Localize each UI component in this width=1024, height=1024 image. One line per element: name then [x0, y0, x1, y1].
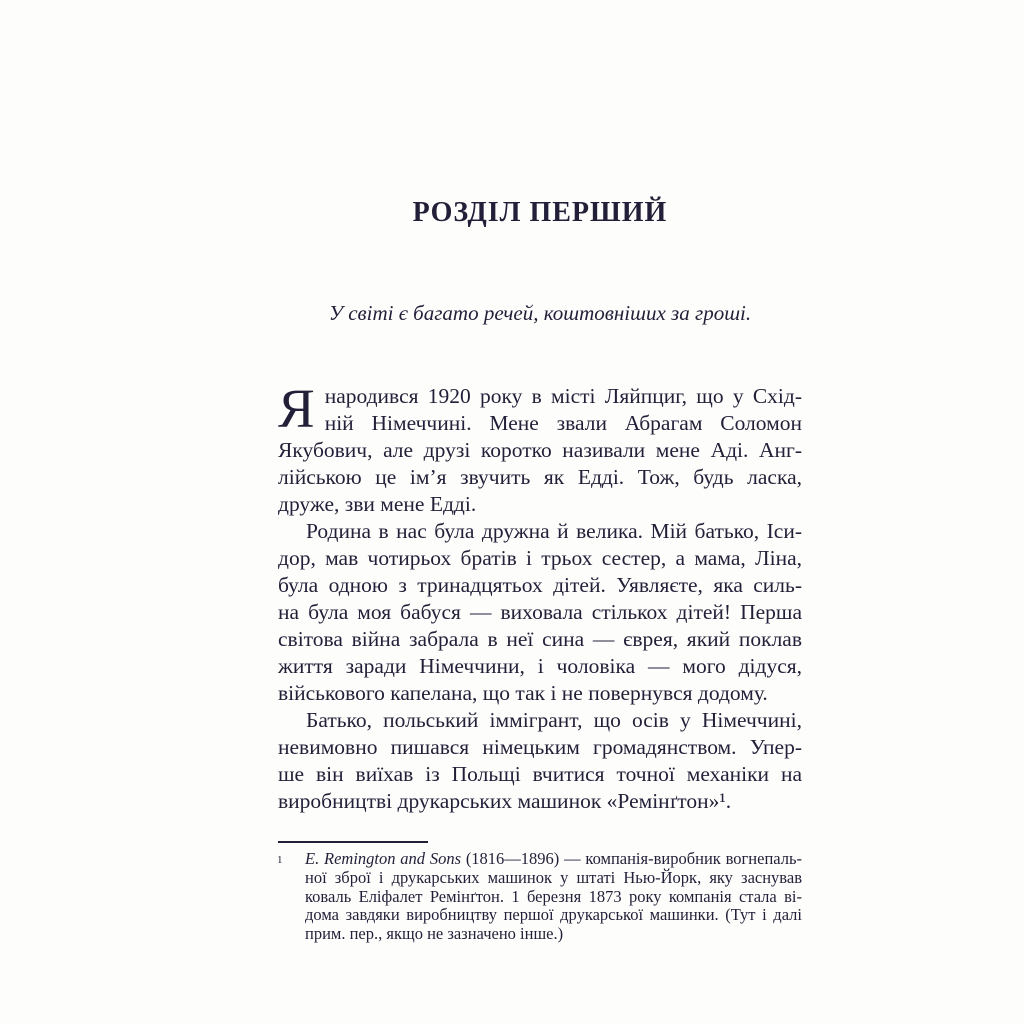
footnote-line: E. Remington and Sons (1816—1896) — компанія-виробник вогнепаль-: [305, 849, 802, 868]
body-line: лійською це ім’я звучить як Едді. Тож, будь ласка,: [278, 465, 802, 489]
paragraph-3: [278, 707, 802, 815]
body-line: невимовно пишався німецьким громадянством. Упер-: [278, 735, 802, 759]
footnote-line: прим. пер., якщо не зазначено інше.): [305, 924, 564, 944]
body-line: друже, зви мене Едді.: [278, 492, 477, 516]
body-text: [278, 378, 802, 815]
body-line: світова війна забрала в неї сина — єврея, який поклав: [278, 627, 802, 651]
epigraph: У світі є багато речей, коштовніших за гроші.: [328, 301, 752, 325]
body-line: життя заради Німеччини, і чоловіка — мого дідуся,: [278, 654, 802, 678]
footnote-source-name: E. Remington and Sons: [305, 849, 462, 868]
body-line: дор, мав чотирьох братів і трьох сестер, а мама, Ліна,: [278, 546, 802, 570]
body-line: Якубович, але друзі коротко називали мене Аді. Анг-: [278, 438, 802, 462]
body-line: ній Німеччині. Мене звали Абрагам Соломон: [324, 411, 802, 435]
paragraph-2: [278, 518, 802, 707]
drop-cap: Я: [278, 378, 315, 439]
body-line: Родина в нас була дружна й велика. Мій батько, Іси-: [306, 519, 802, 543]
body-line: військового капелана, що так і не повернувся додому.: [278, 681, 768, 705]
paragraph-1: [278, 378, 802, 518]
footnote: [277, 850, 802, 944]
footnote-text: [305, 850, 802, 944]
body-line: народився 1920 року в місті Ляйпциг, що у Схід-: [324, 384, 802, 408]
footnote-line: дома завдяки виробництву першої друкарської машинки. (Тут і далі: [305, 905, 802, 925]
body-line: на була моя бабуся — виховала стількох дітей! Перша: [278, 600, 802, 624]
chapter-title: РОЗДІЛ ПЕРШИЙ: [412, 197, 668, 228]
footnote-line: ної зброї і друкарських машинок у штаті Нью-Йорк, яку заснував: [305, 867, 802, 887]
body-line: ше він виїхав із Польщі вчитися точної механіки на: [278, 762, 802, 786]
body-line: виробництві друкарських машинок «Ремінґтон»¹.: [278, 789, 732, 813]
footnote-marker: 1: [277, 854, 283, 866]
footnote-rule: [278, 841, 428, 843]
footnote-line: коваль Еліфалет Ремінґтон. 1 березня 1873 року компанія стала ві-: [305, 886, 802, 906]
body-line: Батько, польський іммігрант, що осів у Німеччині,: [306, 708, 802, 732]
body-line: була одною з тринадцятьох дітей. Уявляєте, яка силь-: [278, 573, 802, 597]
